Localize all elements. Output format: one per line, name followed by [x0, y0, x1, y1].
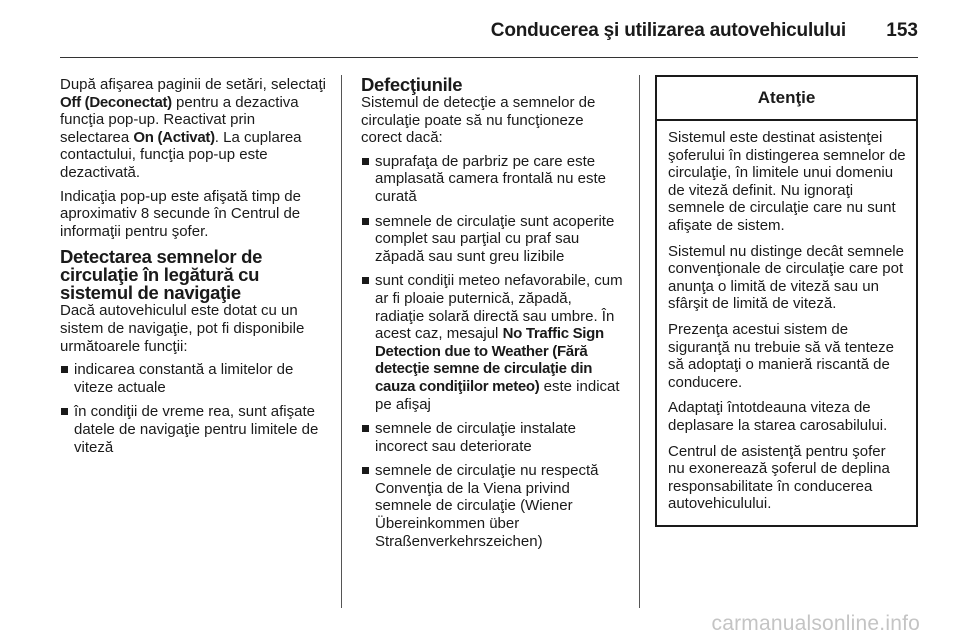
list-item: în condiţii de vreme rea, sunt afişate datele de navigaţie pentru limitele de viteză [60, 403, 326, 456]
list-item: indicarea constantă a limitelor de viteze actuale [60, 361, 326, 396]
watermark: carmanualsonline.info [711, 612, 920, 635]
faults-list [361, 153, 625, 550]
page-header [60, 0, 918, 58]
list-item: suprafaţa de parbriz pe care este amplasată camera frontală nu este curată [361, 153, 625, 206]
warning-paragraph: Sistemul este destinat asistenţei şoferului în distingerea semnelor de circulaţie, în limitele unui domeniu de viteză definit. Nu ignoraţi semnele de circulaţie care nu sunt afişate de sistem. [668, 129, 906, 234]
page-title: Conducerea şi utilizarea autovehiculului [490, 20, 846, 41]
column-divider [639, 75, 640, 608]
on-option: On (Activat) [133, 128, 215, 146]
list-item: sunt condiţii meteo nefavorabile, cum ar fi ploaie puternică, zăpadă, radiaţie solară directă sau umbre. În acest caz, mesajul No Traffic Sign Detection due to Weather (Fără detecţie semne de circulaţie din cauza condiţiilor meteo) este indicat pe afişaj [361, 272, 625, 413]
warning-paragraph: Centrul de asistenţă pentru şofer nu exonerează şoferul de deplina responsabilitate în conducerea autovehiculului. [668, 442, 890, 513]
navigation-heading: Detectarea semnelor de circulaţie în legătură cu sistemul de navigaţie [60, 246, 263, 304]
page-number: 153 [886, 20, 918, 41]
list-item: semnele de circulaţie sunt acoperite complet sau parţial cu praf sau zăpadă sau sunt greu lizibile [361, 213, 625, 266]
navigation-intro: Dacă autovehiculul este dotat cu un sistem de navigaţie, pot fi disponibile următoarele funcţii: [60, 302, 305, 355]
faults-intro: Sistemul de detecţie a semnelor de circulaţie poate să nu funcţioneze corect dacă: [361, 94, 596, 147]
settings-paragraph: După afişarea paginii de setări, selectaţi Off (Deconectat) pentru a dezactiva funcţia pop-up. Reactivat prin selectarea On (Activat). La cuplarea contactului, funcţia pop-up este dezactivată. [60, 76, 326, 181]
weather-message: No Traffic Sign Detection due to Weather (Fără detecţie semne de circulaţie din cauza condiţiilor meteo) [375, 325, 604, 395]
warning-paragraph: Adaptaţi întotdeauna viteza de deplasare la starea carosabilului. [668, 399, 888, 434]
off-option: Off (Deconectat) [60, 93, 172, 111]
list-item: semnele de circulaţie nu respectă Convenţia de la Viena privind semnele de circulaţie (Wiener Übereinkommen über Straßenverkehrszeichen) [361, 462, 625, 550]
column-middle [361, 76, 625, 557]
list-item: semnele de circulaţie instalate incorect sau deteriorate [361, 420, 625, 455]
column-divider [341, 75, 342, 608]
warning-paragraph: Prezenţa acestui sistem de siguranţă nu trebuie să vă tenteze să adoptaţi o manieră riscantă de conducere. [668, 320, 894, 391]
popup-duration-paragraph: Indicaţia pop-up este afişată timp de aproximativ 8 secunde în Centrul de informaţii pentru şofer. [60, 187, 301, 240]
warning-box [655, 75, 918, 527]
faults-heading: Defecţiunile [361, 74, 463, 95]
warning-body [657, 121, 916, 513]
warning-title: Atenţie [657, 77, 916, 121]
warning-paragraph: Sistemul nu distinge decât semnele convenţionale de circulaţie care pot anunţa o limită de viteză sau un sfârşit de limită de viteză. [668, 242, 904, 313]
navigation-feature-list [60, 361, 326, 456]
column-left [60, 76, 326, 463]
